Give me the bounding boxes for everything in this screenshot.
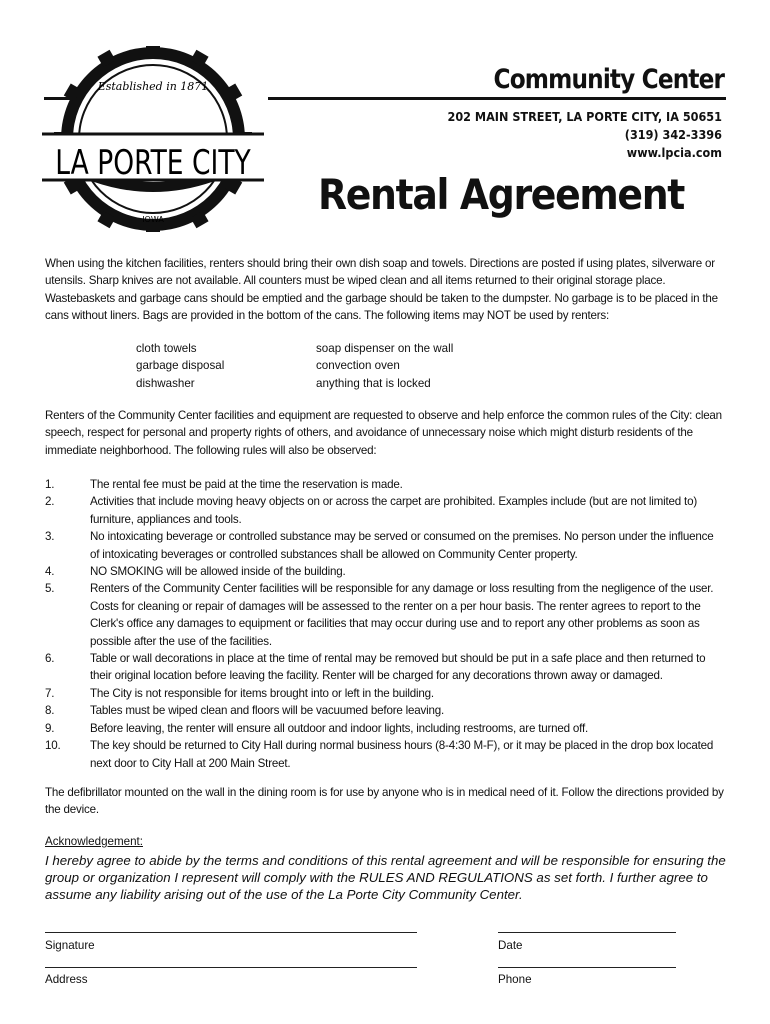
- rule-text: No intoxicating beverage or controlled substance may be served or consumed on the premises. No person under the influence of intoxicating beverages or controlled substances shall be allowed on Community Center property.: [90, 530, 714, 561]
- rule-text: Table or wall decorations in place at the time of rental may be removed but should be put in a safe place and then returned to their original location before leaving the facility. Renter will be charged for any decorations thrown away or damaged.: [90, 652, 706, 683]
- rule-text: Activities that include moving heavy objects on or across the carpet are prohibited. Examples include (but are not limited to) furniture, appliances and tools.: [90, 495, 697, 526]
- rule-item: [45, 476, 725, 493]
- signature-line[interactable]: [45, 932, 417, 933]
- rule-item: [45, 702, 725, 719]
- rule-item: [45, 650, 725, 685]
- prohibited-list-col2: [316, 340, 453, 392]
- acknowledgement-heading: Acknowledgement:: [45, 835, 143, 848]
- rule-item: [45, 493, 725, 528]
- org-name: Community Center: [493, 64, 724, 95]
- rule-number: 10.: [45, 739, 61, 753]
- date-line[interactable]: [498, 932, 676, 933]
- date-label: Date: [498, 939, 523, 952]
- rule-text: The City is not responsible for items brought into or left in the building.: [90, 686, 434, 700]
- rule-item: [45, 563, 725, 580]
- rule-number: 5.: [45, 582, 55, 596]
- rule-text: Tables must be wiped clean and floors will be vacuumed before leaving.: [90, 704, 444, 718]
- phone-label: Phone: [498, 973, 532, 986]
- list-item: garbage disposal: [136, 359, 225, 373]
- rules-intro-paragraph: Renters of the Community Center facilities and equipment are requested to observe and help enforce the common rules of the City: clean speech, respect for personal and property rights of others, and avoidance of unnecessary noise which might disturb residents of the immediate neighborhood. The following rules will also be observed:: [45, 409, 722, 457]
- list-item: dishwasher: [136, 376, 195, 390]
- rule-item: [45, 737, 725, 772]
- rule-number: 6.: [45, 652, 55, 666]
- rule-item: [45, 528, 725, 563]
- intro-paragraph: When using the kitchen facilities, renters should bring their own dish soap and towels. Directions are posted if using plates, silverware or utensils. Sharp knives are not available. All counters must be wiped clean and all items returned to their original storage place. Wastebaskets and garbage cans should be emptied and the garbage should be taken to the dumpster. No garbage is to be placed in the cans without liners. Bags are provided in the bottom of the cans. The following items may NOT be used by renters:: [45, 257, 718, 323]
- signature-label: Signature: [45, 939, 95, 952]
- address-text: 202 MAIN STREET, LA PORTE CITY, IA 50651: [447, 109, 722, 124]
- la-porte-city-logo: [42, 46, 264, 232]
- list-item: convection oven: [316, 359, 400, 373]
- rules-list: [45, 476, 725, 772]
- list-item: cloth towels: [136, 342, 197, 355]
- rule-text: The key should be returned to City Hall during normal business hours (8-4:30 M-F), or it may be placed in the drop box located next door to City Hall at 200 Main Street.: [90, 739, 714, 770]
- rule-number: 4.: [45, 565, 55, 579]
- logo-name-text: LA PORTE CITY: [55, 143, 251, 183]
- address-label: Address: [45, 973, 88, 986]
- rule-item: [45, 720, 725, 737]
- phone-text: (319) 342-3396: [624, 127, 722, 142]
- rule-number: 8.: [45, 704, 55, 718]
- logo-established-text: Established in 1871: [97, 80, 209, 93]
- rule-number: 3.: [45, 530, 55, 544]
- page-title: Rental Agreement: [318, 170, 684, 219]
- prohibited-list-col1: [136, 340, 224, 392]
- address-line[interactable]: [45, 967, 417, 968]
- contact-block: [448, 108, 722, 162]
- rule-number: 1.: [45, 478, 55, 491]
- defibrillator-paragraph: The defibrillator mounted on the wall in the dining room is for use by anyone who is in medical need of it. Follow the directions provided by the device.: [45, 786, 724, 817]
- logo-state-text: IOWA: [142, 215, 164, 224]
- website-text: www.lpcia.com: [626, 145, 722, 160]
- rule-text: The rental fee must be paid at the time the reservation is made.: [90, 478, 403, 491]
- acknowledgement-text: I hereby agree to abide by the terms and conditions of this rental agreement and will be responsible for ensuring the group or organization I represent will comply with the RULES AND REGULATIONS as set forth. I further agree to assume any liability arising out of the use of the La Porte City Community Center.: [45, 853, 726, 902]
- phone-line[interactable]: [498, 967, 676, 968]
- list-item: soap dispenser on the wall: [316, 342, 454, 355]
- header-rule-left: [44, 97, 74, 100]
- rule-number: 7.: [45, 686, 55, 700]
- header-rule: [268, 97, 726, 100]
- rule-text: Renters of the Community Center facilities will be responsible for any damage or loss resulting from the negligence of the user. Costs for cleaning or repair of damages will be assessed to the renter on a per hour basis. The renter agrees to report to the Clerk's office any damages to equipment or facilities that may occur during use and to report any other problems as soon as possible after the use of the facilities.: [90, 582, 714, 648]
- rule-text: NO SMOKING will be allowed inside of the building.: [90, 565, 346, 579]
- rule-number: 2.: [45, 495, 55, 509]
- rule-item: [45, 685, 725, 702]
- rule-text: Before leaving, the renter will ensure all outdoor and indoor lights, including restrooms, are turned off.: [90, 721, 589, 735]
- rule-item: [45, 580, 725, 650]
- rule-number: 9.: [45, 721, 55, 735]
- list-item: anything that is locked: [316, 376, 431, 390]
